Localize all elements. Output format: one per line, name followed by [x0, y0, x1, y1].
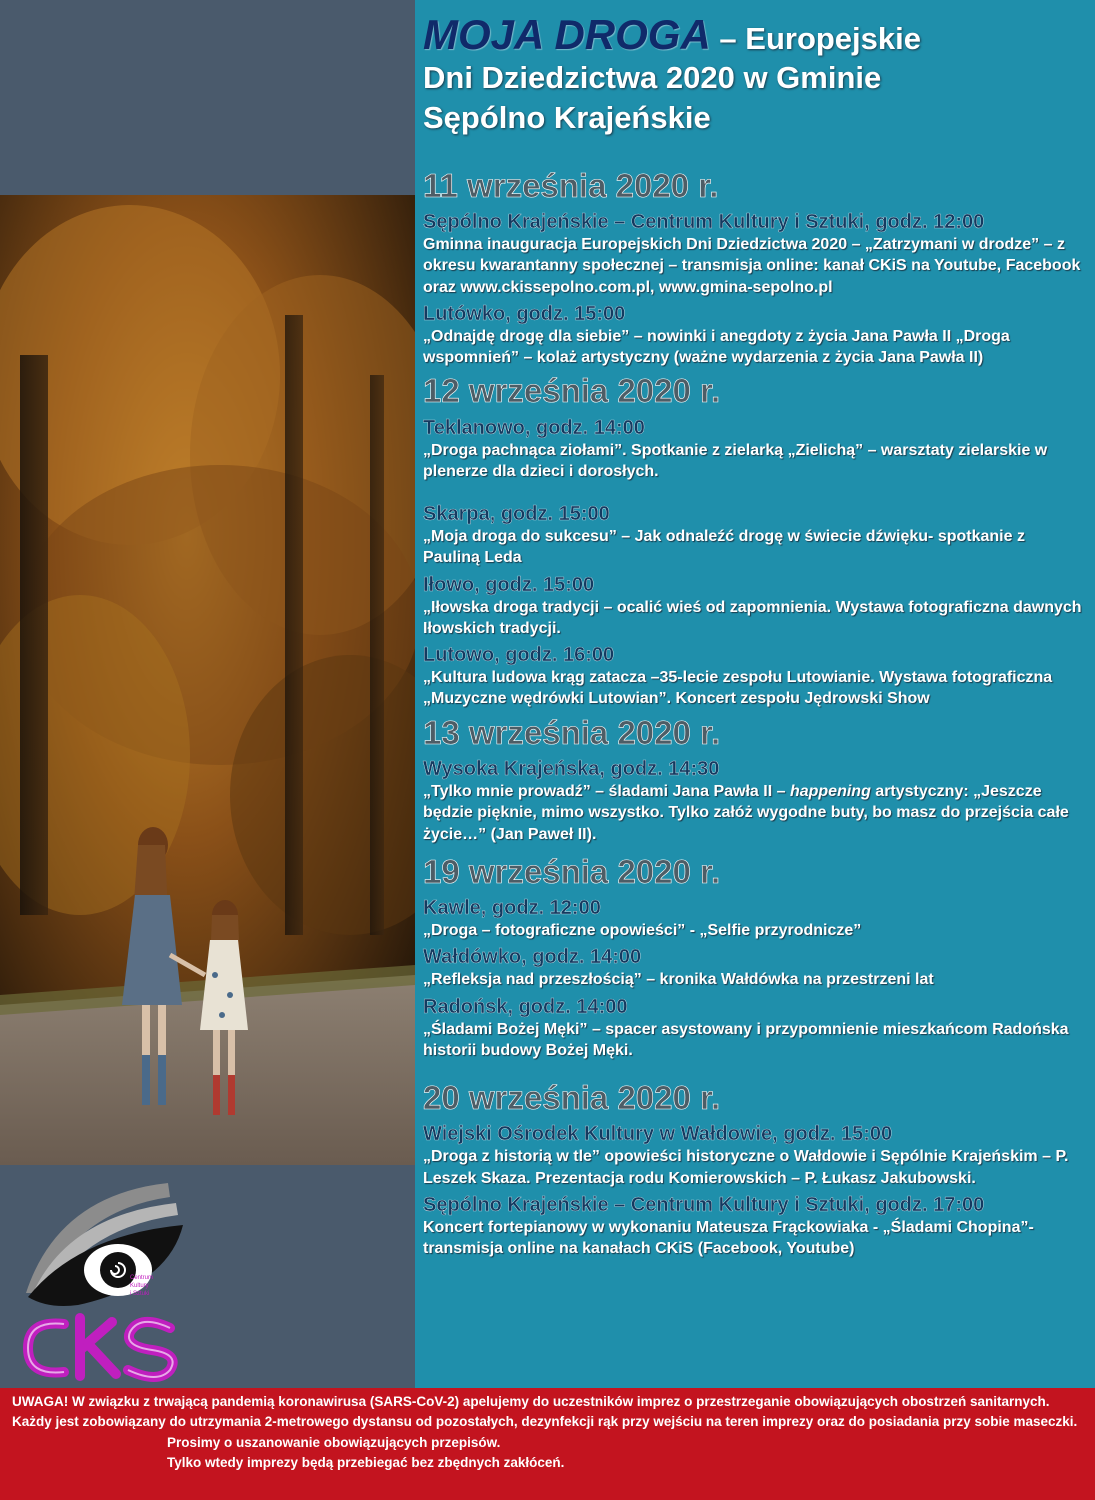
title-line-2: Dni Dziedzictwa 2020 w Gminie [423, 60, 882, 96]
event [423, 1193, 1083, 1260]
event-location: Sępólno Krajeńskie – Centrum Kultury i Sztuki, godz. 12:00 [423, 211, 985, 234]
event-description-part: „Tylko mnie prowadź” – śladami Jana Pawła II – [423, 782, 790, 800]
ckis-text-logo [20, 1308, 190, 1386]
logo-small-text [130, 1275, 153, 1298]
event-description: „Śladami Bożej Męki” – spacer asystowany i przypomnienie mieszkańcom Radońska historii budowy Bożej Męki. [423, 1020, 1069, 1059]
day-date: 20 września 2020 r. [423, 1079, 721, 1117]
event-location: Teklanowo, godz. 14:00 [423, 416, 645, 439]
title-line-3: Sępólno Krajeńskie [423, 100, 711, 136]
event-description: „Droga – fotograficzne opowieści” - „Selfie przyrodnicze” [423, 922, 862, 940]
event-description: „Moja droga do sukcesu” – Jak odnaleźć drogę w świecie dźwięku- spotkanie z Pauliną Leda [423, 528, 1025, 567]
notice-line: Tylko wtedy imprezy będą przebiegać bez zbędnych zakłóceń. [167, 1454, 565, 1470]
logo-text-line: Centrum [130, 1275, 154, 1281]
event-location: Lutowo, godz. 16:00 [423, 644, 615, 667]
logo-text-line: i Sztuki [130, 1290, 150, 1297]
event-location: Radońsk, godz. 14:00 [423, 995, 628, 1018]
notice-line: Prosimy o uszanowanie obowiązujących przepisów. [167, 1434, 501, 1450]
event [423, 302, 1083, 369]
event-location: Wysoka Krajeńska, godz. 14:30 [423, 757, 720, 780]
event [423, 995, 1083, 1062]
event [423, 210, 1083, 298]
day-date: 11 września 2020 r. [423, 166, 719, 204]
poster-title [423, 12, 1083, 58]
day-date: 12 września 2020 r. [423, 372, 721, 410]
event [423, 945, 1083, 990]
day-date: 19 września 2020 r. [423, 852, 721, 890]
event-location: Lutówko, godz. 15:00 [423, 302, 626, 325]
event-location: Iłowo, godz. 15:00 [423, 573, 595, 596]
event-description-part: artystyczny: „Jeszcze będzie pięknie, mimo wszystko. Tylko załóż wygodne buty, bo masz do przejścia całe życie…” (Jan Paweł II). [423, 782, 1069, 843]
photo-two-girls-on-road [0, 195, 415, 1165]
event [423, 757, 1083, 845]
event-description: „Odnajdę drogę dla siebie” – nowinki i anegdoty z życia Jana Pawła II „Droga wspomnień” – kolaż artystyczny (ważne wydarzenia z życia Jana Pawła II) [423, 327, 1010, 367]
logo-text-line: Kultury [130, 1282, 149, 1289]
event [423, 1122, 1083, 1189]
event-description: „Refleksja nad przeszłością” – kronika Wałdówka na przestrzeni lat [423, 971, 934, 989]
title-rest: – Europejskie [710, 21, 922, 56]
event-description: „Droga z historią w tle” opowieści historyczne o Wałdowie i Sępólnie Krajeńskim – P. Leszek Skaza. Prezentacja rodu Komierowskich – P. Łukasz Jakubowski. [423, 1148, 1069, 1187]
covid-notice [0, 1388, 1095, 1500]
event [423, 896, 1083, 941]
event-description: „Droga pachnąca ziołami”. Spotkanie z zielarką „Zielichą” – warsztaty zielarskie w plenerze dla dzieci i dorosłych. [423, 441, 1048, 480]
event-location: Kawle, godz. 12:00 [423, 897, 601, 920]
event-location: Skarpa, godz. 15:00 [423, 503, 610, 526]
event-description: „Kultura ludowa krąg zatacza –35-lecie zespołu Lutowianie. Wystawa fotograficzna „Muzyczne wędrówki Lutowian”. Koncert zespołu Jędrowski Show [423, 669, 1053, 708]
event [423, 502, 1083, 569]
event-description [423, 781, 1083, 845]
event-description: Koncert fortepianowy w wykonaniu Mateusza Frąckowiaka - „Śladami Chopina”- transmisja online na kanałach CKiS (Facebook, Youtube) [423, 1218, 1034, 1258]
event-location: Wiejski Ośrodek Kultury w Wałdowie, godz. 15:00 [423, 1123, 893, 1146]
event [423, 416, 1083, 483]
event [423, 573, 1083, 640]
schedule-content [423, 12, 1083, 1259]
event-description: Gminna inauguracja Europejskich Dni Dziedzictwa 2020 – „Zatrzymani w drodze” – z okresu kwarantanny społecznej – transmisja online: kanał CKiS na Youtube, Facebook oraz www.ckissepolno.com.pl, www.gmina-sepolno.pl [423, 236, 1081, 296]
event-location: Wałdówko, godz. 14:00 [423, 946, 642, 969]
notice-main-text: UWAGA! W związku z trwającą pandemią koronawirusa (SARS-CoV-2) apelujemy do uczestników imprez o przestrzeganie obowiązujących obostrzeń sanitarnych. Każdy jest zobowiązany do utrzymania 2-metrowego dystansu od pozostałych, dezynfekcji rąk przy wejściu na teren imprezy oraz do posiadania przy sobie maseczki. [12, 1394, 1078, 1430]
event-location: Sępólno Krajeńskie – Centrum Kultury i Sztuki, godz. 17:00 [423, 1193, 985, 1216]
event [423, 643, 1083, 710]
title-main: MOJA DROGA [423, 11, 711, 58]
event-description: „Iłowska droga tradycji – ocalić wieś od zapomnienia. Wystawa fotograficzna dawnych Iłowskich tradycji. [423, 598, 1082, 637]
event-description-emphasis: happening [789, 782, 871, 800]
day-date: 13 września 2020 r. [423, 713, 721, 751]
ckis-letters-graphic [20, 1308, 190, 1386]
